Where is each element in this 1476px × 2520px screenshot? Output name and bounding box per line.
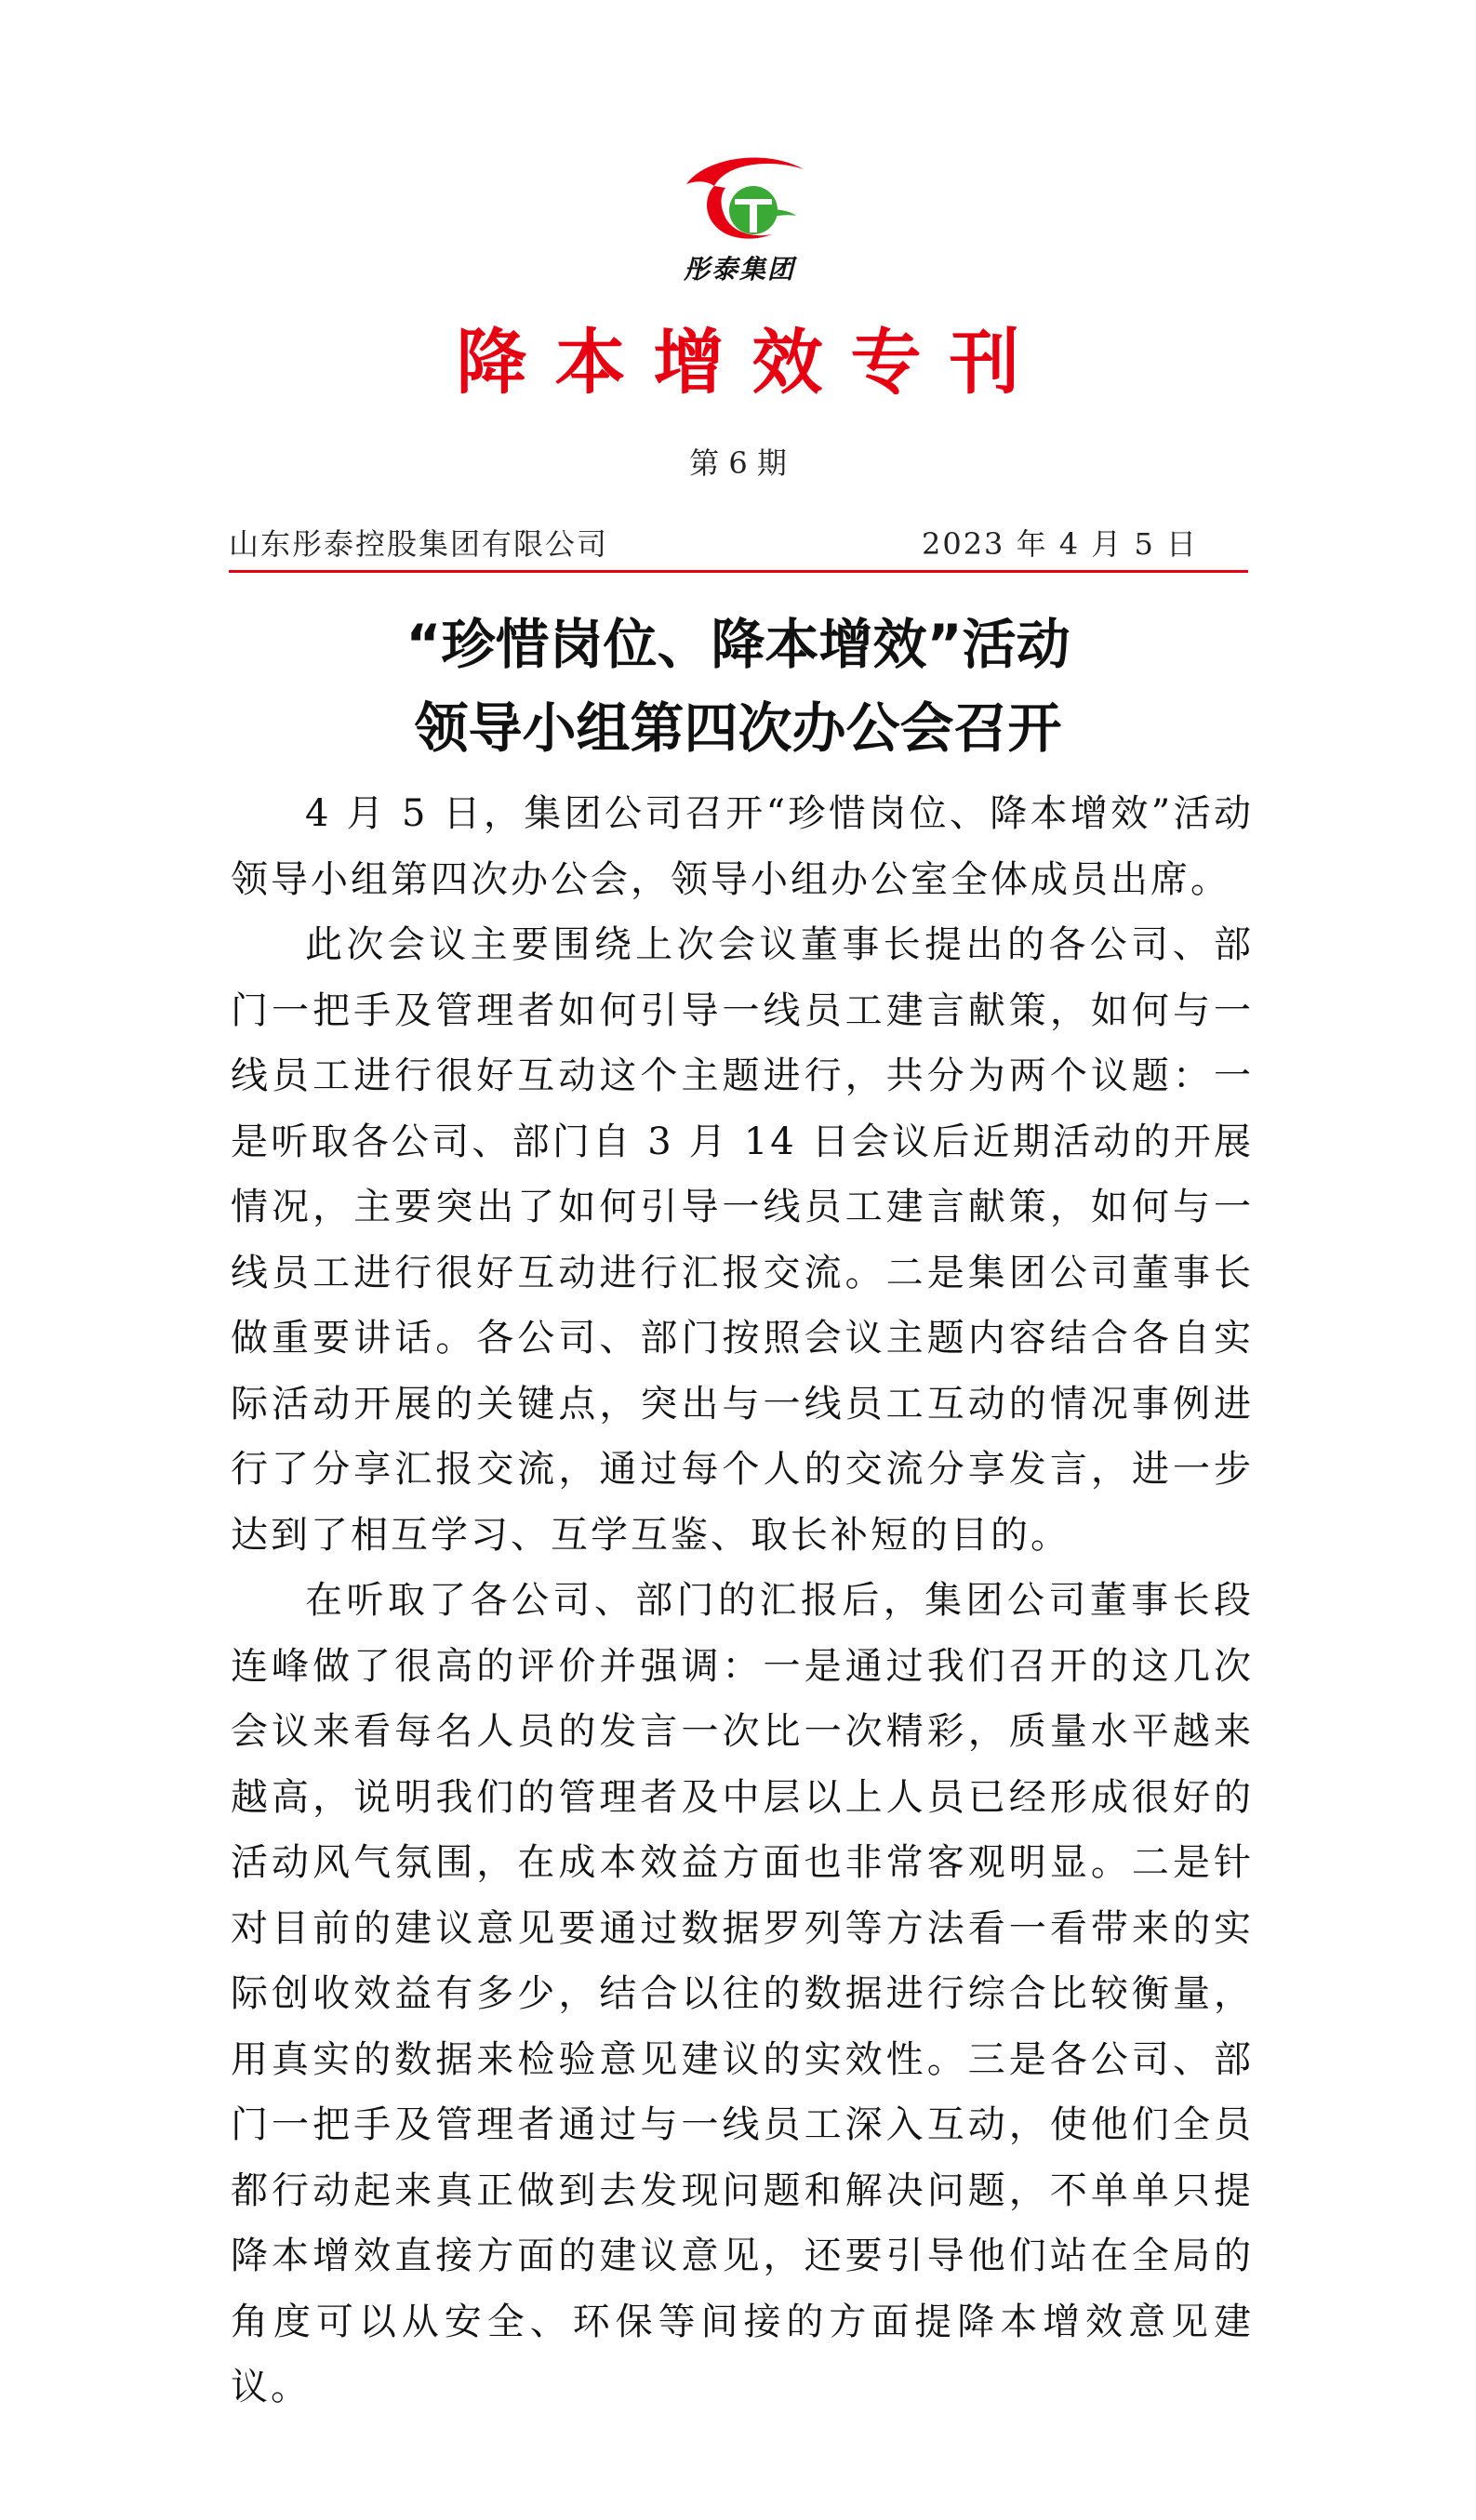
logo-wordmark: 彤泰集团 (683, 254, 795, 285)
article-paragraph-2: 此次会议主要围绕上次会议董事长提出的各公司、部门一把手及管理者如何引导一线员工建言献策，如何与一线员工进行很好互动这个主题进行，共分为两个议题：一是听取各公司、部门自 3 月 14 日会议后近期活动的开展情况，主要突出了如何引导一线员工建言献策，如何与一线员工进行很好互动进行汇报交流。二是集团公司董事长做重要讲话。各公司、部门按照会议主题内容结合各自实际活动开展的关键点，突出与一线员工互动的情况事例进行了分享汇报交流，通过每个人的交流分享发言，进一步达到了相互学习、互学互鉴、取长补短的目的。 (231, 923, 1254, 1557)
article-body (231, 781, 1254, 2421)
company-logo (679, 149, 809, 251)
article-title (0, 603, 1476, 770)
header-divider (229, 570, 1248, 573)
masthead-title: 降本增效专刊 (456, 321, 1048, 404)
article-paragraph-3: 在听取了各公司、部门的汇报后，集团公司董事长段连峰做了很高的评价并强调：一是通过我们召开的这几次会议来看每名人员的发言一次比一次精彩，质量水平越来越高，说明我们的管理者及中层以上人员已经形成很好的活动风气氛围，在成本效益方面也非常客观明显。二是针对目前的建议意见要通过数据罗列等方法看一看带来的实际创收效益有多少，结合以往的数据进行综合比较衡量，用真实的数据来检验意见建议的实效性。三是各公司、部门一把手及管理者通过与一线员工深入互动，使他们全员都行动起来真正做到去发现问题和解决问题，不单单只提降本增效直接方面的建议意见，还要引导他们站在全局的角度可以从安全、环保等间接的方面提降本增效意见建议。 (231, 1579, 1254, 2408)
publication-info (229, 521, 1248, 567)
article-title-line2: 领导小组第四次办公会召开 (414, 696, 1062, 760)
publisher-name: 山东彤泰控股集团有限公司 (229, 526, 609, 562)
article-title-line1: “珍惜岗位、降本增效”活动 (406, 613, 1070, 676)
publication-date: 2023 年 4 月 5 日 (921, 526, 1198, 562)
article-paragraph-1: 4 月 5 日，集团公司召开“珍惜岗位、降本增效”活动领导小组第四次办公会，领导小组办公室全体成员出席。 (231, 792, 1254, 901)
issue-number: 第 6 期 (689, 445, 787, 481)
